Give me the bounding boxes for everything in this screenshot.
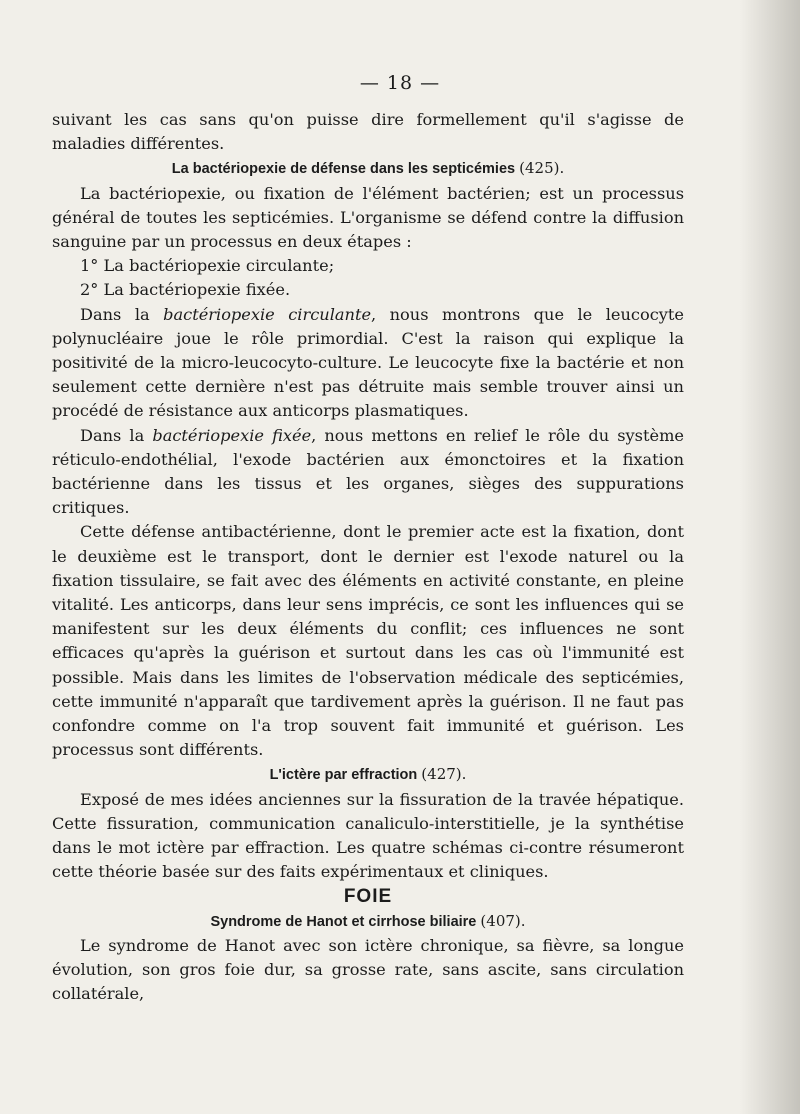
intro-paragraph: suivant les cas sans qu'on puisse dire formellement qu'il s'agisse de maladies différentes.: [52, 110, 684, 154]
paragraph: Exposé de mes idées anciennes sur la fissuration de la travée hépatique. Cette fissuration, communication canaliculo-interstitielle, je la synthétise dans le mot ictère par effraction. Les quatre schémas ci-contre résumeront cette théorie basée sur des faits expérimentaux et cliniques.: [52, 789, 684, 882]
heading-bacteriopexie-ref: (425).: [519, 159, 565, 178]
paragraph: Le syndrome de Hanot avec son ictère chronique, sa fièvre, sa longue évolution, son gros foie dur, sa grosse rate, sans ascite, sans circulation collatérale,: [52, 935, 684, 1004]
text: , nous montrons que le leucocyte polynucléaire joue le rôle primordial. C'est la raison qui explique la positivité de la micro-leucocyto-culture. Le leucocyte fixe la bactérie et non seulement cette dernière n'est pas détruite mais semble trouver ainsi un procédé de résistance aux anticorps plasmatiques.: [52, 304, 685, 421]
italic-term: bactériopexie circulante: [163, 304, 372, 324]
list-item: 2° La bactériopexie fixée.: [80, 280, 291, 300]
paragraph: Cette défense antibactérienne, dont le premier acte est la fixation, dont le deuxième est le transport, dont le dernier est l'exode naturel ou la fixation tissulaire, se fait avec des éléments en activité constante, en pleine vitalité. Les anticorps, dans leur sens imprécis, ce sont les influences qui se manifestent sur les deux éléments du conflit; ces influences ne sont efficaces qu'après la guérison et surtout dans les cas où l'immunité est possible. Mais dans les limites de l'observation médicale des septicémies, cette immunité n'apparaît que tardivement après la guérison. Il ne faut pas confondre comme on l'a trop souvent fait immunité et guérison. Les processus sont différents.: [52, 522, 684, 760]
text: Dans la: [80, 304, 164, 324]
heading-ictere-ref: (427).: [421, 765, 467, 784]
heading-bacteriopexie-title: La bactériopexie de défense dans les septicémies: [171, 161, 516, 178]
list-item: 1° La bactériopexie circulante;: [80, 256, 335, 276]
page-body: [52, 108, 684, 1007]
heading-bacteriopexie: [52, 156, 684, 181]
italic-term: bactériopexie fixée: [152, 425, 312, 445]
heading-ictere-title: L'ictère par effraction: [269, 767, 418, 784]
text: Dans la: [80, 425, 153, 445]
paragraph: [52, 303, 684, 424]
heading-hanot: [52, 909, 684, 934]
text: , nous mettons en relief le rôle du système réticulo-endothélial, l'exode bactérien aux émonctoires et la fixation bactérienne dans les tissus et les organes, sièges des suppurations critiques.: [52, 425, 684, 518]
paragraph: La bactériopexie, ou fixation de l'élément bactérien; est un processus général de toutes les septicémies. L'organisme se défend contre la diffusion sanguine par un processus en deux étapes :: [52, 183, 684, 252]
page-number: — 18 —: [359, 72, 441, 94]
part-title: FOIE: [343, 885, 393, 907]
page-edge-shadow: [740, 0, 800, 1114]
heading-hanot-ref: (407).: [480, 911, 526, 930]
paragraph: [52, 424, 684, 521]
heading-ictere: [52, 762, 684, 787]
heading-hanot-title: Syndrome de Hanot et cirrhose biliaire: [210, 913, 477, 930]
